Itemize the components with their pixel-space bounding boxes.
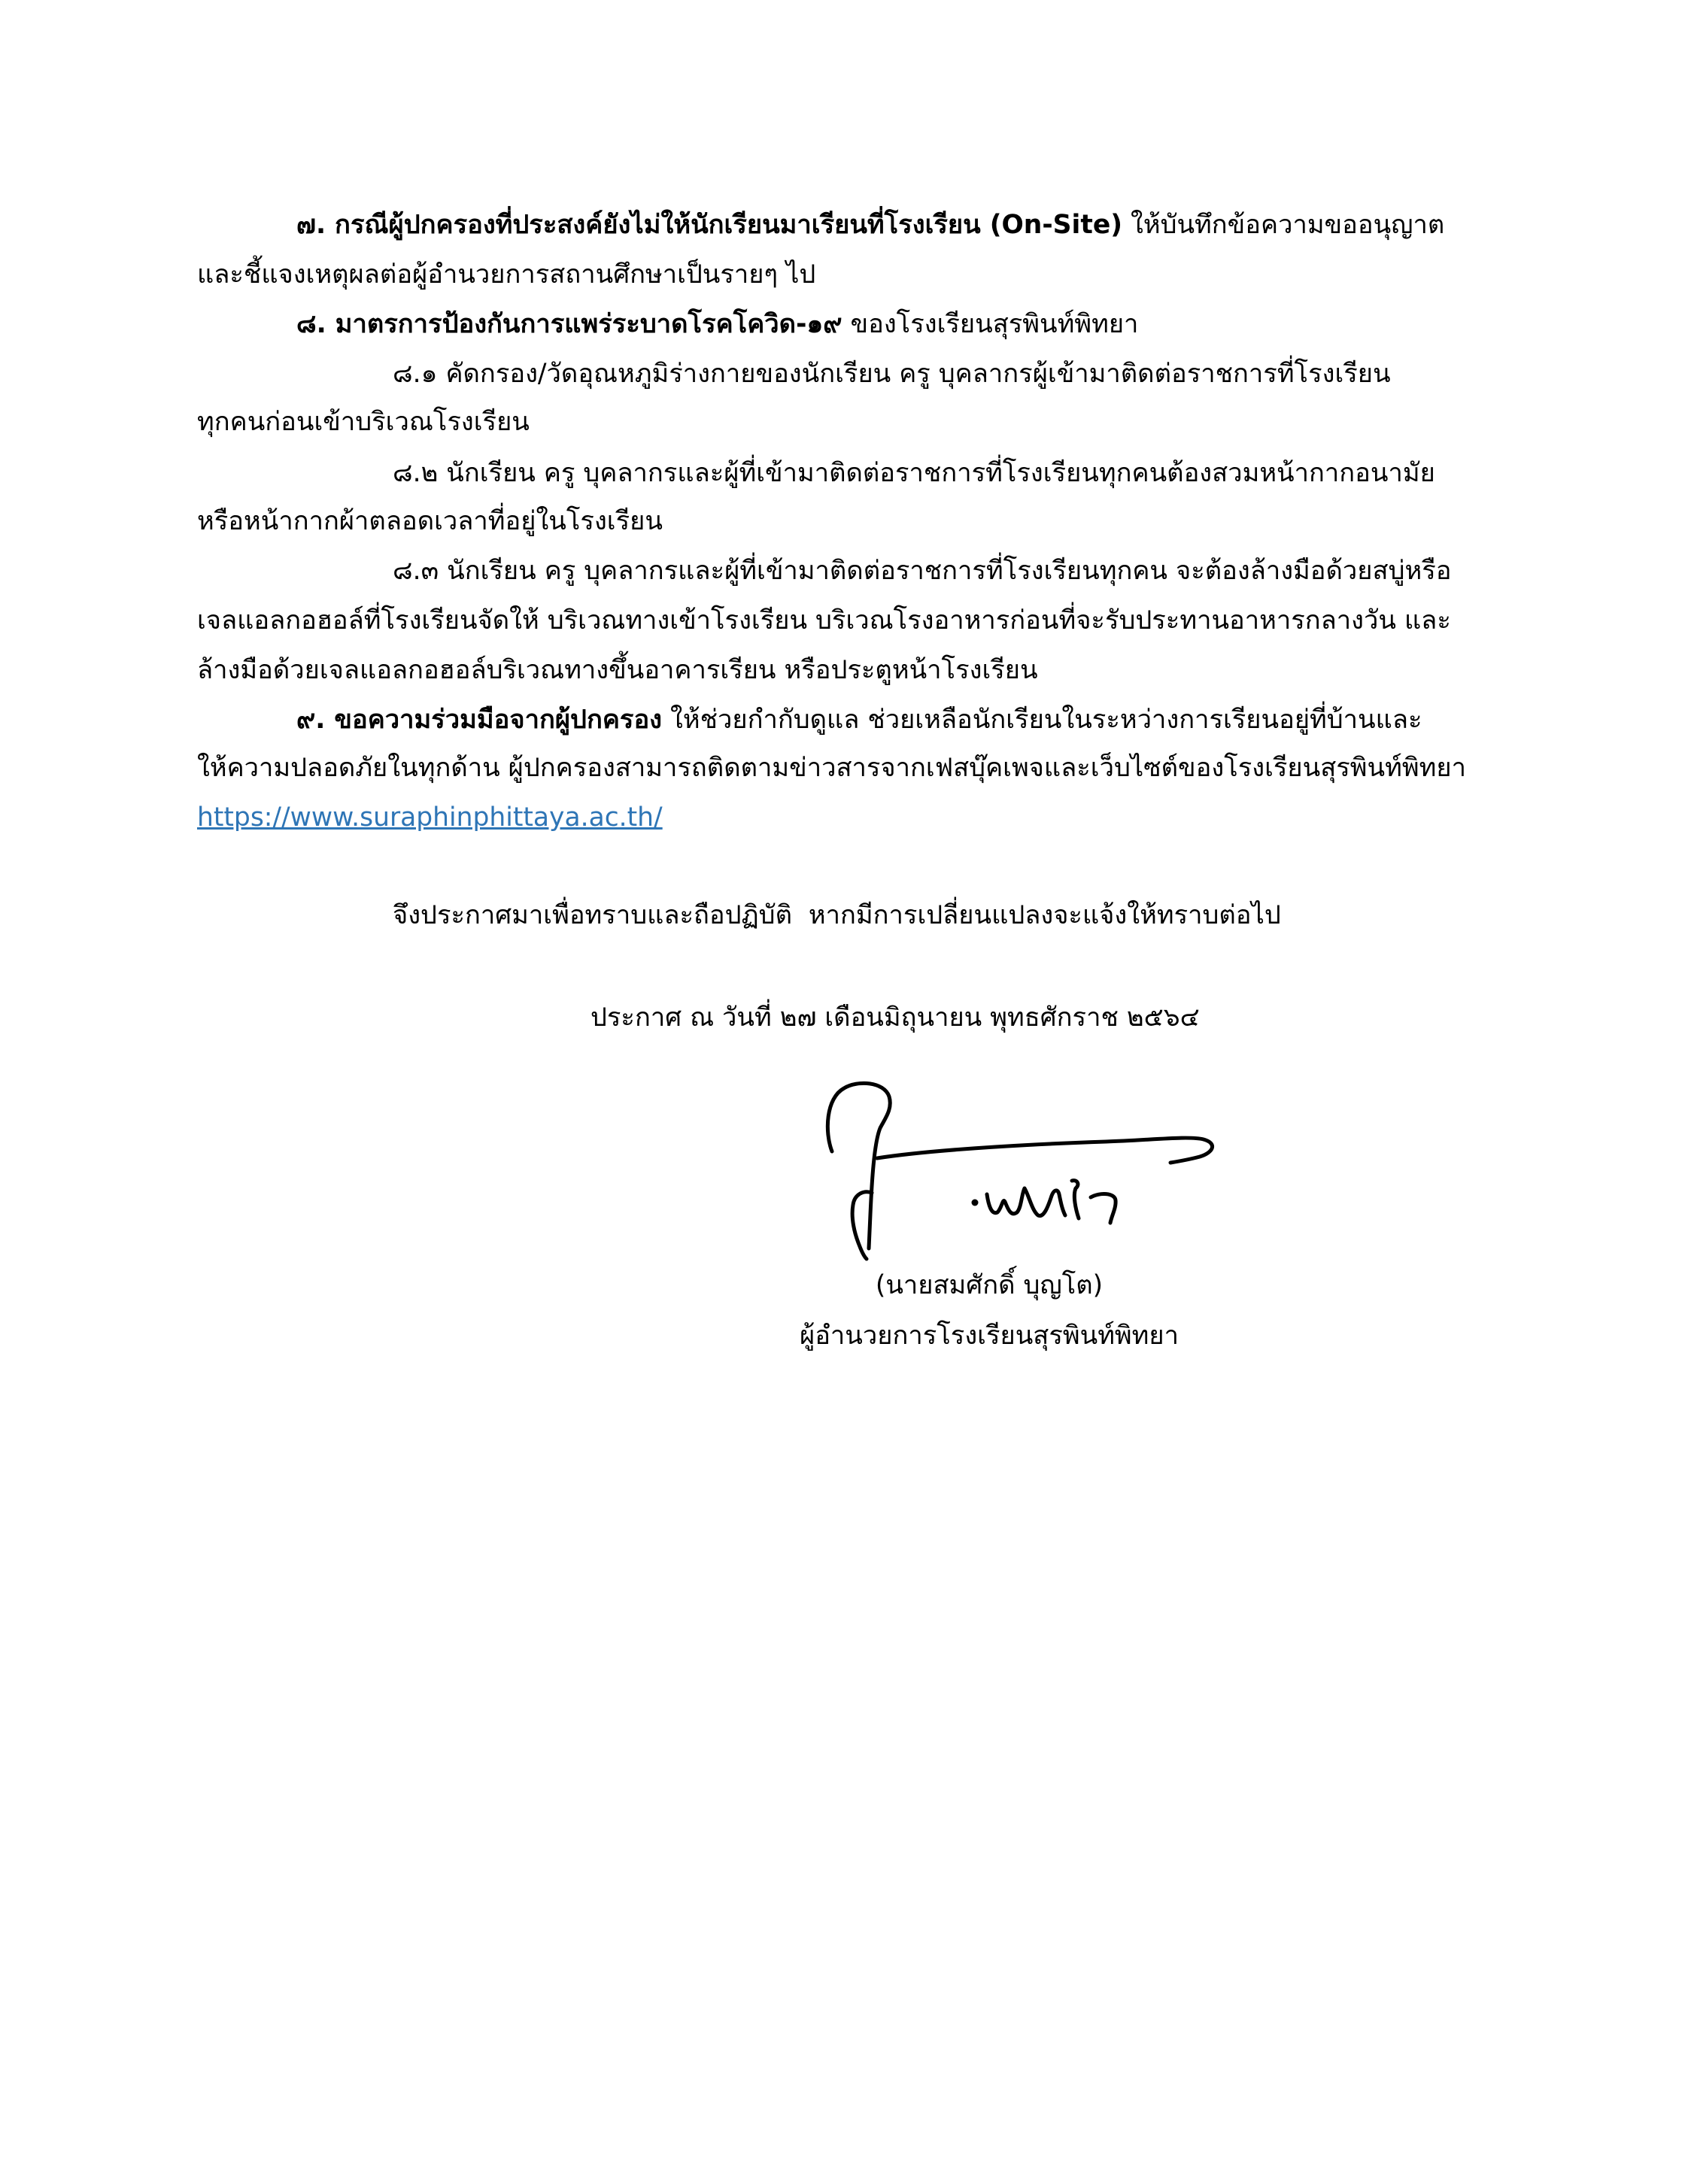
announcement-date: ประกาศ ณ วันที่ ๒๗ เดือนมิถุนายน พุทธศักราช ๒๕๖๔ (590, 1003, 1200, 1033)
closing-statement: จึงประกาศมาเพื่อทราบและถือปฏิบัติ หากมีการเปลี่ยนแปลงจะแจ้งให้ทราบต่อไป (393, 900, 1281, 930)
item-7-text: ให้บันทึกข้อความขออนุญาต (1130, 210, 1445, 240)
item-9-text: ให้ช่วยกำกับดูแล ช่วยเหลือนักเรียนในระหว่างการเรียนอยู่ที่บ้านและ (669, 705, 1422, 735)
item-8-heading-line (296, 299, 1486, 349)
item-7-line-2: และชี้แจงเหตุผลต่อผู้อำนวยการสถานศึกษาเป็นรายๆ ไป (197, 259, 816, 290)
item-8-3-line-3: ล้างมือด้วยเจลแอลกอฮอล์บริเวณทางขึ้นอาคารเรียน หรือประตูหน้าโรงเรียน (197, 655, 1038, 685)
item-8-1-line-2: ทุกคนก่อนเข้าบริเวณโรงเรียน (197, 407, 530, 437)
item-8-heading: ๘. มาตรการป้องกันการแพร่ระบาดโรคโควิด-๑๙ (296, 309, 842, 339)
item-9-line-2: ให้ความปลอดภัยในทุกด้าน ผู้ปกครองสามารถติดตามข่าวสารจากเฟสบุ๊คเพจและเว็บไซต์ของโรงเรียนสุรพินท์พิทยา (197, 753, 1466, 783)
signer-name: (นายสมศักดิ์ บุญโต) (875, 1270, 1104, 1300)
item-8-2-line-1: ๘.๒ นักเรียน ครู บุคลากรและผู้ที่เข้ามาติดต่อราชการที่โรงเรียนทุกคนต้องสวมหน้ากากอนามัย (393, 458, 1435, 488)
item-9-line-1 (296, 695, 1486, 745)
signature-flourish (877, 1138, 1213, 1163)
signature-dot (972, 1200, 979, 1206)
signature-script (987, 1188, 1065, 1216)
signature-main-stroke (827, 1083, 890, 1248)
item-8-1-line-1: ๘.๑ คัดกรอง/วัดอุณหภูมิร่างกายของนักเรียน ครู บุคลากรผู้เข้ามาติดต่อราชการที่โรงเรียน (393, 359, 1391, 389)
signature-end-mark (1091, 1194, 1116, 1223)
item-8-3-line-1: ๘.๓ นักเรียน ครู บุคลากรและผู้ที่เข้ามาติดต่อราชการที่โรงเรียนทุกคน จะต้องล้างมือด้วยสบู่หรือ (393, 556, 1452, 586)
item-7-line-1 (296, 200, 1486, 250)
school-website-link[interactable]: https://www.suraphinphittaya.ac.th/ (197, 802, 663, 833)
school-website-line (197, 793, 1486, 842)
handwritten-signature (820, 1075, 1226, 1271)
item-9-heading: ๙. ขอความร่วมมือจากผู้ปกครอง (296, 705, 663, 735)
item-8-3-line-2: เจลแอลกอฮอล์ที่โรงเรียนจัดให้ บริเวณทางเข้าโรงเรียน บริเวณโรงอาหารก่อนที่จะรับประทานอาหารกลางวัน และ (197, 605, 1451, 635)
item-7-heading: ๗. กรณีผู้ปกครองที่ประสงค์ยังไม่ให้นักเรียนมาเรียนที่โรงเรียน (On-Site) (296, 210, 1123, 240)
signature-script-tail (1072, 1181, 1079, 1218)
signer-position: ผู้อำนวยการโรงเรียนสุรพินท์พิทยา (799, 1321, 1179, 1351)
item-8-heading-suffix: ของโรงเรียนสุรพินท์พิทยา (850, 309, 1139, 339)
item-8-2-line-2: หรือหน้ากากผ้าตลอดเวลาที่อยู่ในโรงเรียน (197, 506, 663, 536)
